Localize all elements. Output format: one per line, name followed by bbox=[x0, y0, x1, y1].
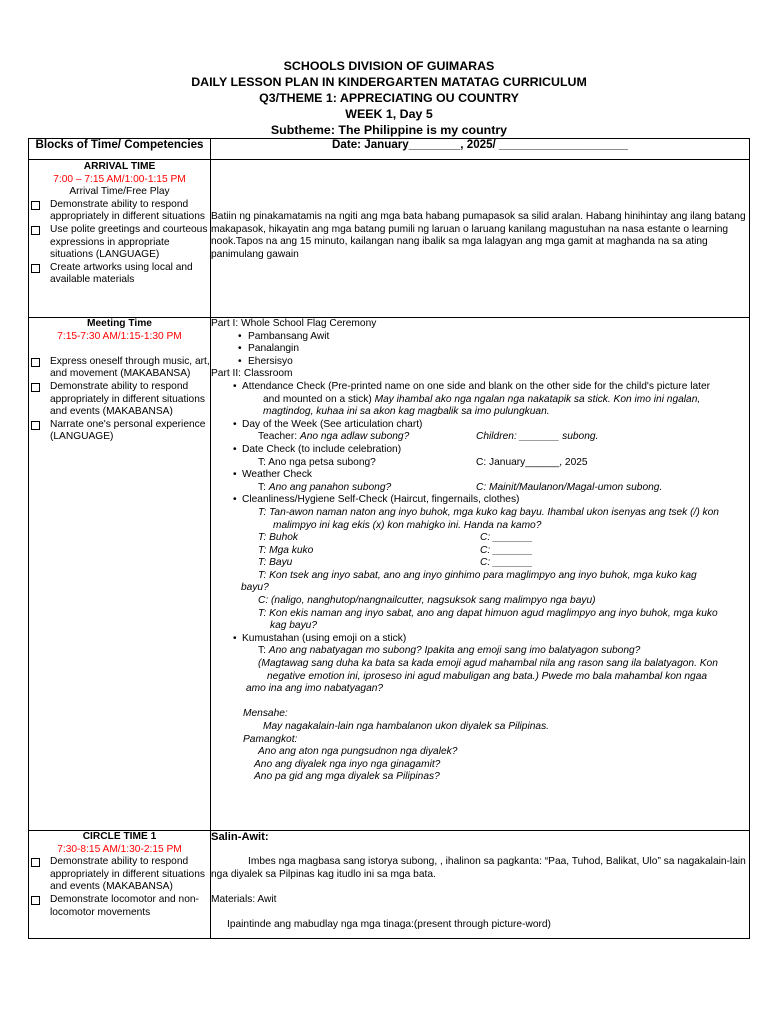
kumustahan: • Kumustahan (using emoji on a stick) bbox=[211, 633, 749, 646]
cleanliness-row: T: Bayu C: _______ bbox=[258, 557, 533, 569]
list-item: Demonstrate ability to respond appropriately in different situations and events (MAKABANSA) bbox=[29, 381, 210, 419]
meeting-competency-list bbox=[29, 356, 210, 444]
arrival-competency-list bbox=[29, 199, 210, 287]
attendance-check: • Attendance Check (Pre-printed name on one side and blank on the other side for the child's picture later and mounted on a stick) May ihambal ako nga ngalan nga nakatapik sa stick. Kon imo ini ngalan, magtindog, kuhaa ini sa akon kag magbalik sa imo pulungkuan. bbox=[211, 381, 749, 419]
list-item: Demonstrate ability to respond appropriately in different situations and events (MAKABANSA) bbox=[29, 856, 210, 894]
date-dialogue: T: Ano nga petsa subong? C: January______, 2025 bbox=[258, 456, 588, 468]
list-item: Express oneself through music, art, and movement (MAKABANSA) bbox=[29, 356, 210, 381]
arrival-title: ARRIVAL TIME bbox=[83, 161, 156, 172]
list-item: • Panalangin bbox=[211, 343, 749, 356]
checkbox-icon bbox=[31, 358, 40, 367]
arrival-time: 7:00 – 7:15 AM/1:00-1:15 PM bbox=[53, 173, 186, 185]
question-item: Ano ang diyalek nga inyo nga ginagamit? bbox=[254, 758, 441, 770]
mensahe-label: Mensahe: bbox=[243, 708, 288, 720]
circle-competency-list bbox=[29, 856, 210, 919]
meeting-time: 7:15-7:30 AM/1:15-1:30 PM bbox=[57, 330, 182, 342]
meeting-competencies bbox=[29, 318, 211, 831]
list-item: • Pambansang Awit bbox=[211, 331, 749, 344]
date-check: • Date Check (to include celebration) bbox=[211, 444, 749, 457]
weather-check: • Weather Check bbox=[211, 469, 749, 482]
checkbox-icon bbox=[31, 421, 40, 430]
arrival-text: Batiin ng pinakamatamis na ngiti ang mga bata habang pumapasok sa silid aralan. Habang hinihintay ang ilang batang makapasok, hikayatin ang mga batang pumili ng laruan o laruang kanilang magustuhan na nasa estante o learning nook.Tapos na ang 15 minuto, kailangan nang ibalik sa mga lalagyan ang mga gamit at maghanda na sa ating panimulang gawain bbox=[211, 211, 746, 260]
blocks-header: Blocks of Time/ Competencies bbox=[29, 139, 211, 160]
circle-paragraph: Imbes nga magbasa sang istorya subong, , ihalinon sa pagkanta: “Paa, Tuhod, Balikat, Ulo” sa nagakalain-lain nga diyalek sa Pilpinas kag itudlo ini sa mga bata. bbox=[211, 856, 746, 880]
cleanliness-question: T: Tan-awon naman naton ang inyo buhok, mga kuko kag bayu. Ihambal ukon isenyas ang tsek (/) kon bbox=[258, 506, 719, 518]
division-title: SCHOOLS DIVISION OF GUIMARAS bbox=[283, 59, 495, 73]
salin-awit-heading: Salin-Awit: bbox=[211, 831, 269, 843]
meeting-content: Part I: Whole School Flag Ceremony • Pambansang Awit • Panalangin • Ehersisyo Part II: Classroom • Attendance Check (Pre-printed name on one side and blank on the other side for the child's picture later and mounted on a stick) May ihambal ako nga ngalan nga nakatapik sa stick. Kon imo ini ngalan, magtindog, kuhaa ini sa akon kag magbalik sa imo pulungkuan. • Day of the Week (See articulation chart) Teacher: Ano nga adlaw subong? Children: _______ subong. • Date Check (to include celebration) T: Ano nga petsa subong? C: January______, 2025 • Weather Check T: Ano ang panahon subong? C: Mainit/Maulanon/Magal-umon subong. • Cleanliness/Hygiene Self-Check (Haircut, fingernails, clothes) T: Tan-awon naman naton ang inyo buhok, mga kuko kag bayu. Ihambal ukon isenyas ang tsek (/) kon malimpyo ini kag ekis (x) kon mahigko ini. Handa na kamo? T: Buhok C: _______ T: Mga kuko C: _______ T: Bayu C: _______ T: Kon tsek ang inyo sabat, ano ang inyo ginhimo para maglimpyo ang inyo buhok, mga kuko kag bayu? C: (naligo, nanghutop/nangnailcutter, nagsuksok sang malimpyo nga bayu) T: Kon ekis naman ang inyo sabat, ano ang dapat himuon agud maglimpyo ang inyo buhok, mga kuko kag bayu? • Kumustahan (using emoji on a stick) T: Ano ang nabatyagan mo subong? Ipakita ang emoji sang imo balatyagon subong? (Magtawag sang duha ka bata sa kada emoji agud mahambal nila ang rason sang ila balatyagon. Kon negative emotion ini, iproseso ini agud mabuligan ang bata.) Pwede mo bala mahambal kon ngaa amo ina ang imo nabatyagan? Mensahe: May nagakalain-lain nga hambalanon ukon diyalek sa Pilipinas. Pamangkot: Ano ang aton nga pungsudnon nga diyalek? Ano ang diyalek nga inyo nga ginagamit? Ano pa gid ang mga diyalek sa Pilipinas? bbox=[211, 318, 750, 831]
list-item: Narrate one's personal experience (LANGUAGE) bbox=[29, 419, 210, 444]
present-text: Ipaintinde ang mabudlay nga mga tinaga:(present through picture-word) bbox=[227, 919, 551, 931]
cleanliness-check: • Cleanliness/Hygiene Self-Check (Haircut, fingernails, clothes) bbox=[211, 494, 749, 507]
meeting-title: Meeting Time bbox=[87, 318, 152, 329]
checkbox-icon bbox=[31, 264, 40, 273]
list-item: Use polite greetings and courteous expressions in appropriate situations (LANGUAGE) bbox=[29, 224, 210, 262]
subtheme-title: Subtheme: The Philippine is my country bbox=[270, 123, 508, 137]
checkbox-icon bbox=[31, 383, 40, 392]
arrival-subtitle: Arrival Time/Free Play bbox=[69, 186, 170, 198]
week-title: WEEK 1, Day 5 bbox=[345, 107, 433, 121]
weather-dialogue: T: Ano ang panahon subong? C: Mainit/Maulanon/Magal-umon subong. bbox=[258, 481, 663, 493]
question-item: Ano ang aton nga pungsudnon nga diyalek? bbox=[258, 746, 458, 758]
list-item: Demonstrate ability to respond appropriately in different situations bbox=[29, 199, 210, 224]
arrival-competencies bbox=[29, 160, 211, 318]
circle-content bbox=[211, 831, 750, 939]
circle-row bbox=[29, 831, 750, 939]
plan-title: DAILY LESSON PLAN IN KINDERGARTEN MATATAG CURRICULUM bbox=[191, 75, 587, 89]
circle-title: CIRCLE TIME 1 bbox=[82, 831, 157, 842]
checkbox-icon bbox=[31, 226, 40, 235]
cleanliness-row: T: Buhok C: _______ bbox=[258, 532, 533, 544]
checkbox-icon bbox=[31, 858, 40, 867]
list-item: Demonstrate locomotor and non-locomotor movements bbox=[29, 894, 210, 919]
part2-heading: Part II: Classroom bbox=[211, 368, 293, 380]
cleanliness-answer: C: (naligo, nanghutop/nangnailcutter, nagsuksok sang malimpyo nga bayu) bbox=[258, 595, 596, 607]
kumustahan-note: (Magtawag sang duha ka bata sa kada emoji agud mahambal nila ang rason sang ila balatyagon. Kon bbox=[258, 658, 718, 670]
cleanliness-followup-2: T: Kon ekis naman ang inyo sabat, ano ang dapat himuon agud maglimpyo ang inyo buhok, mga kuko bbox=[258, 607, 718, 619]
cleanliness-followup: T: Kon tsek ang inyo sabat, ano ang inyo ginhimo para maglimpyo ang inyo buhok, mga kuko kag bbox=[258, 569, 697, 581]
circle-time: 7:30-8:15 AM/1:30-2:15 PM bbox=[57, 843, 182, 855]
day-check: • Day of the Week (See articulation chart) bbox=[211, 419, 749, 432]
part1-heading: Part I: Whole School Flag Ceremony bbox=[211, 318, 377, 329]
list-item: • Ehersisyo bbox=[211, 356, 749, 369]
arrival-content bbox=[211, 160, 750, 318]
question-item: Ano pa gid ang mga diyalek sa Pilipinas? bbox=[254, 771, 440, 783]
pamangkot-label: Pamangkot: bbox=[243, 733, 298, 745]
arrival-row bbox=[29, 160, 750, 318]
cleanliness-row: T: Mga kuko C: _______ bbox=[258, 544, 533, 556]
day-dialogue: Teacher: Ano nga adlaw subong? Children: _______ subong. bbox=[258, 431, 599, 443]
materials-text: Materials: Awit bbox=[211, 893, 277, 905]
kumustahan-question: T: Ano ang nabatyagan mo subong? Ipakita ang emoji sang imo balatyagon subong? bbox=[258, 645, 641, 657]
circle-competencies bbox=[29, 831, 211, 939]
table-header-row bbox=[29, 139, 750, 160]
checkbox-icon bbox=[31, 896, 40, 905]
list-item: Create artworks using local and available materials bbox=[29, 262, 210, 287]
lesson-plan-table bbox=[28, 138, 750, 939]
document-header bbox=[28, 58, 750, 138]
meeting-row bbox=[29, 318, 750, 831]
mensahe-text: May nagakalain-lain nga hambalanon ukon diyalek sa Pilipinas. bbox=[263, 721, 549, 732]
theme-title: Q3/THEME 1: APPRECIATING OU COUNTRY bbox=[259, 91, 519, 105]
checkbox-icon bbox=[31, 201, 40, 210]
date-header: Date: January________, 2025/ ____________________ bbox=[211, 139, 750, 160]
